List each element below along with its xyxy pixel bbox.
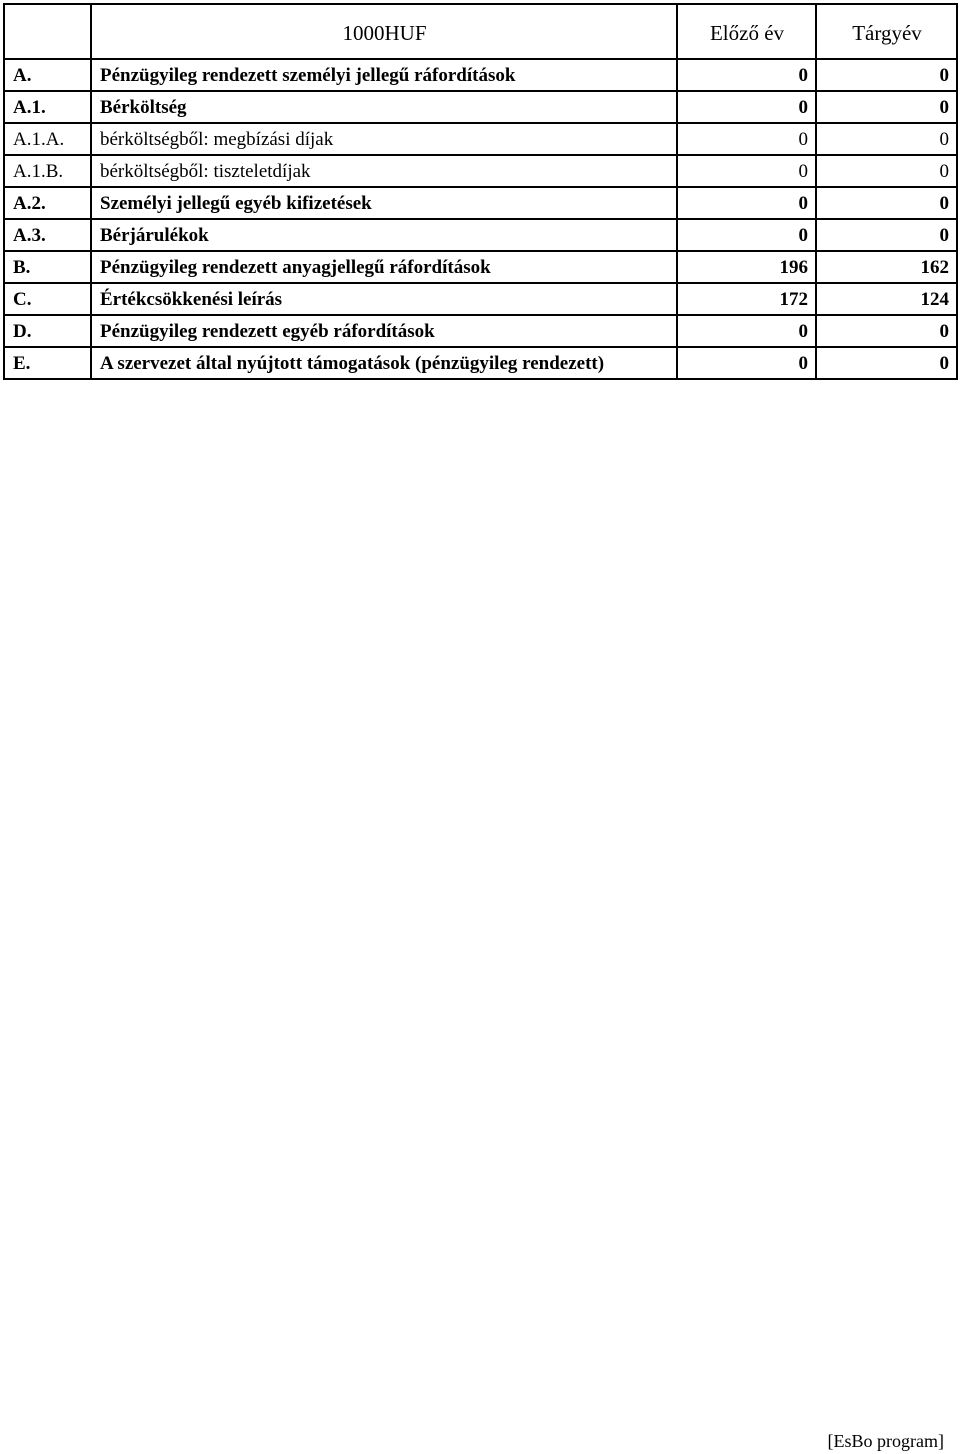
row-current-value: 124 [816, 283, 957, 315]
table-row [4, 187, 957, 219]
footer-program-note: [EsBo program] [827, 1431, 944, 1451]
row-previous-value: 0 [677, 187, 816, 219]
row-code: A.1.A. [4, 123, 91, 155]
row-current-value: 0 [816, 155, 957, 187]
row-code: C. [4, 283, 91, 315]
row-previous-value: 0 [677, 219, 816, 251]
row-label: bérköltségből: megbízási díjak [91, 123, 677, 155]
row-label: Pénzügyileg rendezett anyagjellegű ráfordítások [91, 251, 677, 283]
table-row [4, 155, 957, 187]
row-current-value: 0 [816, 91, 957, 123]
row-code: A.1.B. [4, 155, 91, 187]
table-row [4, 283, 957, 315]
table-header [4, 4, 957, 59]
header-unit: 1000HUF [91, 4, 677, 59]
row-previous-value: 0 [677, 347, 816, 379]
table-row [4, 91, 957, 123]
row-previous-value: 0 [677, 59, 816, 91]
row-previous-value: 0 [677, 155, 816, 187]
header-code [4, 4, 91, 59]
row-label: bérköltségből: tiszteletdíjak [91, 155, 677, 187]
row-current-value: 162 [816, 251, 957, 283]
row-code: A.3. [4, 219, 91, 251]
row-code: B. [4, 251, 91, 283]
table-row [4, 59, 957, 91]
row-label: Személyi jellegű egyéb kifizetések [91, 187, 677, 219]
header-previous-year: Előző év [677, 4, 816, 59]
row-label: Pénzügyileg rendezett személyi jellegű ráfordítások [91, 59, 677, 91]
row-code: E. [4, 347, 91, 379]
table-row [4, 219, 957, 251]
row-code: A.1. [4, 91, 91, 123]
table-body [4, 59, 957, 379]
row-current-value: 0 [816, 59, 957, 91]
row-label: Pénzügyileg rendezett egyéb ráfordítások [91, 315, 677, 347]
row-previous-value: 172 [677, 283, 816, 315]
table-row [4, 315, 957, 347]
table-row [4, 123, 957, 155]
row-previous-value: 196 [677, 251, 816, 283]
expense-report-table [3, 3, 958, 380]
table-row [4, 347, 957, 379]
row-label: Bérköltség [91, 91, 677, 123]
row-current-value: 0 [816, 219, 957, 251]
row-code: A.2. [4, 187, 91, 219]
row-current-value: 0 [816, 123, 957, 155]
row-current-value: 0 [816, 347, 957, 379]
row-previous-value: 0 [677, 315, 816, 347]
table-row [4, 251, 957, 283]
row-label: A szervezet által nyújtott támogatások (pénzügyileg rendezett) [91, 347, 677, 379]
row-current-value: 0 [816, 315, 957, 347]
row-previous-value: 0 [677, 91, 816, 123]
row-code: A. [4, 59, 91, 91]
row-previous-value: 0 [677, 123, 816, 155]
row-label: Értékcsökkenési leírás [91, 283, 677, 315]
row-current-value: 0 [816, 187, 957, 219]
header-row [4, 4, 957, 59]
header-current-year: Tárgyév [816, 4, 957, 59]
row-code: D. [4, 315, 91, 347]
row-label: Bérjárulékok [91, 219, 677, 251]
